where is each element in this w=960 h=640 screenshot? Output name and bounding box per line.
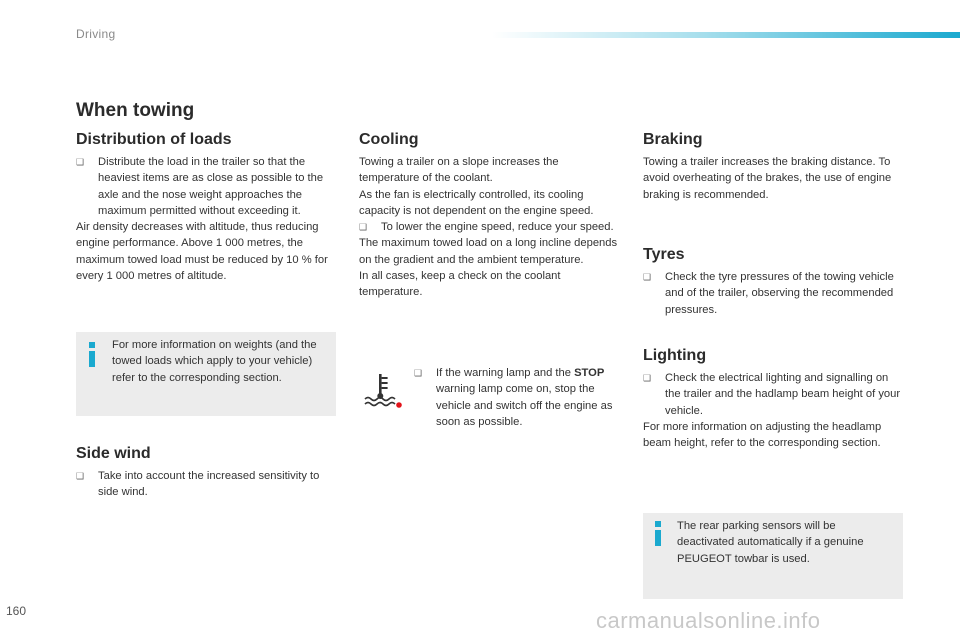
cooling-warning: [414, 365, 620, 430]
side-wind-bullet: Take into account the increased sensitivity to side wind.: [98, 470, 320, 499]
distribution-body: [76, 154, 332, 284]
list-item: [643, 370, 905, 419]
braking-body: [643, 154, 905, 203]
watermark: carmanualsonline.info: [596, 608, 821, 633]
coolant-temperature-warning-icon: [362, 371, 404, 411]
info-box-weights: [76, 332, 336, 416]
info-box-sensors: [643, 513, 903, 599]
lighting-bullet: Check the electrical lighting and signalling on the trailer and the hadlamp beam height of your vehicle.: [665, 372, 901, 417]
cooling-body: [359, 154, 621, 301]
distribution-para: Air density decreases with altitude, thus reducing engine performance. Above 1 000 metres, the maximum towed load must be reduced by 10 % for every 1 000 metres of altitude.: [76, 221, 328, 283]
list-item: [643, 269, 905, 318]
cooling-warning-text: If the warning lamp and the STOP warning lamp come on, stop the vehicle and switch off the engine as soon as possible.: [436, 367, 613, 428]
list-item: [76, 468, 334, 501]
side-wind-body: [76, 468, 334, 501]
distribution-bullet: Distribute the load in the trailer so that the heaviest items are as close as possible to the axle and the nose weight approaches the maximum permitted without exceeding it.: [98, 156, 324, 217]
cooling-heading: Cooling: [359, 131, 419, 148]
checkbox-bullet-icon: ❑: [414, 368, 423, 378]
lighting-heading: Lighting: [643, 347, 707, 364]
cooling-p4: In all cases, keep a check on the coolant temperature.: [359, 270, 561, 299]
lighting-para: For more information on adjusting the headlamp beam height, refer to the corresponding section.: [643, 420, 882, 450]
info-icon: [654, 521, 662, 546]
info-weights-text: For more information on weights (and the towed loads which apply to your vehicle) refer to the corresponding section.: [112, 339, 317, 384]
page-number: 160: [6, 604, 27, 618]
cooling-p3: The maximum towed load on a long incline depends on the gradient and the ambient temperature.: [359, 237, 618, 266]
cooling-p1: Towing a trailer on a slope increases the temperature of the coolant.: [359, 156, 559, 185]
cooling-p2: As the fan is electrically controlled, its cooling capacity is not dependent on the engine speed.: [359, 188, 594, 217]
tyres-heading: Tyres: [643, 246, 685, 263]
list-item: [76, 154, 332, 219]
distribution-heading: Distribution of loads: [76, 131, 232, 148]
checkbox-bullet-icon: ❑: [359, 222, 368, 233]
lighting-body: [643, 370, 905, 451]
cooling-bullet: To lower the engine speed, reduce your speed.: [381, 221, 614, 234]
tyres-bullet: Check the tyre pressures of the towing vehicle and of the trailer, observing the recommended pressures.: [665, 271, 894, 316]
section-label: Driving: [76, 27, 116, 41]
checkbox-bullet-icon: ❑: [643, 272, 652, 282]
info-icon: [88, 342, 96, 367]
braking-heading: Braking: [643, 131, 703, 148]
checkbox-bullet-icon: ❑: [643, 373, 652, 383]
checkbox-bullet-icon: ❑: [76, 471, 85, 481]
page-title: When towing: [76, 100, 195, 121]
braking-para: Towing a trailer increases the braking distance. To avoid overheating of the brakes, the use of engine braking is recommended.: [643, 156, 892, 201]
list-item: [414, 365, 620, 430]
side-wind-heading: Side wind: [76, 445, 151, 462]
header-accent-bar: [492, 32, 960, 38]
tyres-body: [643, 269, 905, 318]
info-sensors-text: The rear parking sensors will be deactivated automatically if a genuine PEUGEOT towbar is used.: [677, 520, 864, 565]
checkbox-bullet-icon: ❑: [76, 157, 85, 167]
list-item: [359, 219, 621, 235]
